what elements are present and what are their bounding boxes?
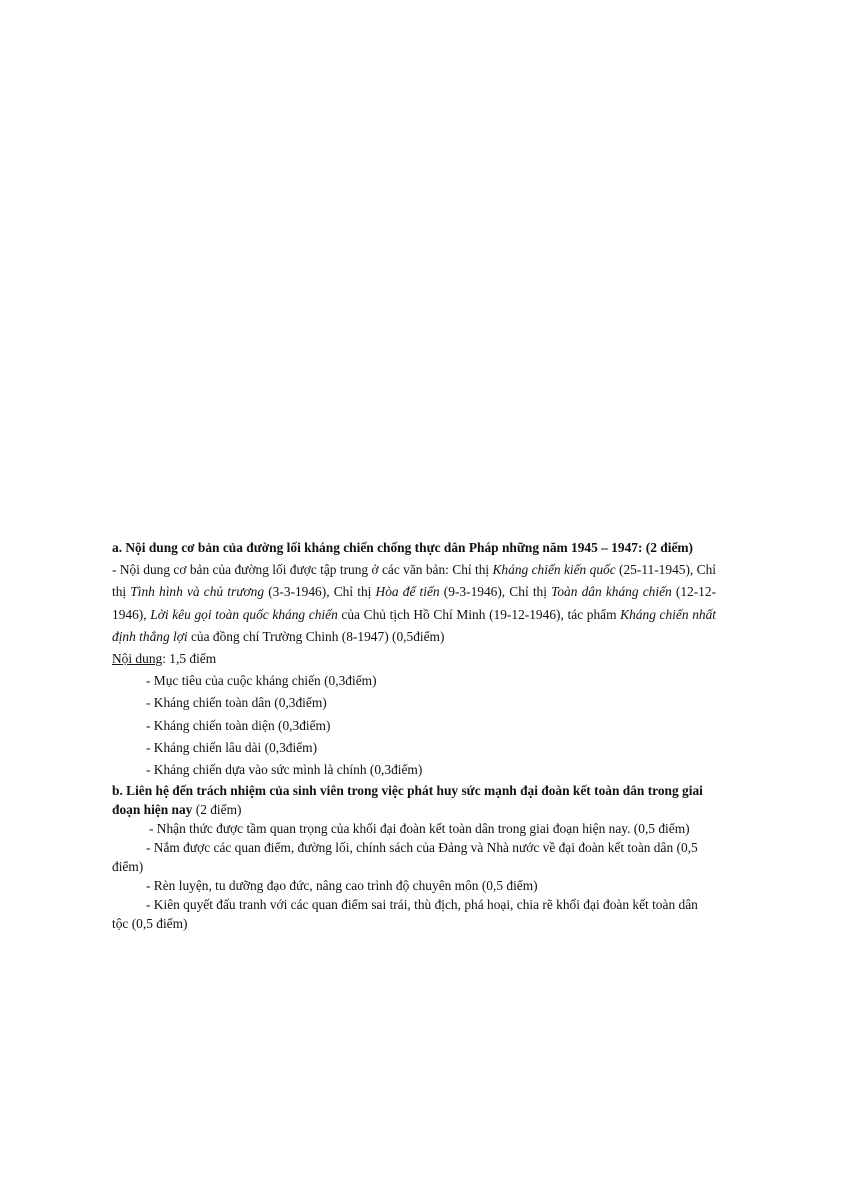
list-item: - Kiên quyết đấu tranh với các quan điểm sai trái, thù địch, phá hoại, chia rẽ khối đại đoàn kết toàn dân tộc (0,5 điểm) [112, 897, 698, 932]
list-item: - Nhận thức được tầm quan trọng của khối đại đoàn kết toàn dân trong giai đoạn hiện nay. (0,5 điểm) [149, 821, 690, 837]
section-a-heading: a. Nội dung cơ bản của đường lối kháng chiến chống thực dân Pháp những năm 1945 – 1947: (2 điểm) [112, 540, 694, 555]
list-item: - Kháng chiến dựa vào sức mình là chính (0,3điểm) [146, 762, 423, 778]
list-item: - Mục tiêu của cuộc kháng chiến (0,3điểm) [146, 673, 377, 689]
answer-content [112, 537, 716, 933]
list-item: - Kháng chiến toàn dân (0,3điểm) [146, 695, 327, 711]
content-score: : 1,5 điểm [162, 651, 217, 667]
list-item: - Kháng chiến lâu dài (0,3điểm) [146, 739, 318, 755]
list-item: - Rèn luyện, tu dưỡng đạo đức, nâng cao trình độ chuyên môn (0,5 điểm) [146, 878, 538, 894]
list-item: - Kháng chiến toàn diện (0,3điểm) [146, 717, 331, 733]
section-a-intro: - Nội dung cơ bản của đường lối được tập trung ở các văn bản: Chỉ thị Kháng chiến kiến quốc (25-11-1945), Chỉ thị Tình hình và chủ trương (3-3-1946), Chỉ thị Hòa để tiến (9-3-1946), Chỉ thị Toàn dân kháng chiến (12-12-1946), Lời kêu gọi toàn quốc kháng chiến của Chủ tịch Hồ Chí Minh (19-12-1946), tác phẩm Kháng chiến nhất định thắng lợi của đồng chí Trường Chinh (8-1947) (0,5điểm) [112, 562, 717, 644]
list-item: - Nắm được các quan điểm, đường lối, chính sách của Đảng và Nhà nước về đại đoàn kết toàn dân (0,5 điểm) [112, 840, 698, 875]
content-label: Nội dung [112, 651, 163, 667]
content-label-line [112, 648, 716, 670]
section-b-heading: b. Liên hệ đến trách nhiệm của sinh viên trong việc phát huy sức mạnh đại đoàn kết toàn dân trong giai đoạn hiện nay (2 điểm) [112, 783, 703, 818]
